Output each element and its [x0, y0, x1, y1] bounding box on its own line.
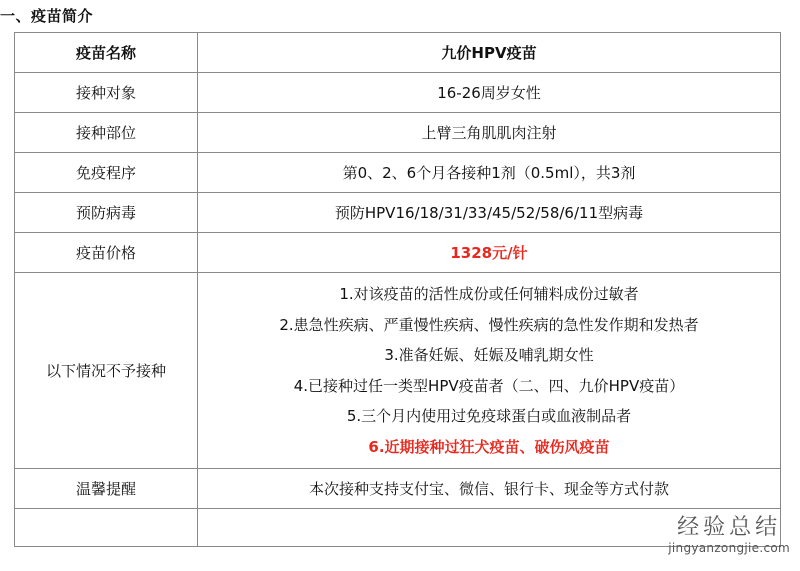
- table-row-empty: [15, 509, 781, 547]
- contraindications-list: [198, 273, 781, 469]
- table-header-row: [15, 33, 781, 73]
- row-value: 本次接种支持支付宝、微信、银行卡、现金等方式付款: [198, 469, 781, 509]
- watermark-title: 经验总结: [677, 515, 782, 540]
- price-value: 1328元/针: [198, 233, 781, 273]
- table-row-tips: [15, 469, 781, 509]
- empty-cell: [15, 509, 198, 547]
- list-item: 1.对该疫苗的活性成份或任何辅料成份过敏者: [339, 285, 639, 303]
- table-row-schedule: [15, 153, 781, 193]
- row-label: 免疫程序: [15, 153, 198, 193]
- contraindications-label: 以下情况不予接种: [15, 273, 198, 469]
- row-value: 第0、2、6个月各接种1剂（0.5ml），共3剂: [198, 153, 781, 193]
- row-label: 接种对象: [15, 73, 198, 113]
- header-label-cell: 疫苗名称: [15, 33, 198, 73]
- table-row-price: [15, 233, 781, 273]
- list-item-highlight: 6.近期接种过狂犬疫苗、破伤风疫苗: [368, 437, 610, 456]
- row-label: 疫苗价格: [15, 233, 198, 273]
- watermark-url: jingyanzongjie.com: [668, 541, 790, 555]
- row-label: 温馨提醒: [15, 469, 198, 509]
- header-value-cell: 九价HPV疫苗: [198, 33, 781, 73]
- row-label: 接种部位: [15, 113, 198, 153]
- vaccine-info-table: [14, 32, 781, 547]
- table-row-prevention: [15, 193, 781, 233]
- row-value: 16-26周岁女性: [198, 73, 781, 113]
- list-item: 5.三个月内使用过免疫球蛋白或血液制品者: [346, 407, 632, 425]
- table-row-contraindications: [15, 273, 781, 469]
- list-item: 3.准备妊娠、妊娠及哺乳期女性: [384, 346, 594, 364]
- row-value: 预防HPV16/18/31/33/45/52/58/6/11型病毒: [198, 193, 781, 233]
- table-row-target: [15, 73, 781, 113]
- section-title: 一、疫苗简介: [0, 7, 94, 25]
- table-row-site: [15, 113, 781, 153]
- row-value: 上臂三角肌肌肉注射: [198, 113, 781, 153]
- watermark: [668, 515, 790, 555]
- list-item: 4.已接种过任一类型HPV疫苗者（二、四、九价HPV疫苗）: [293, 376, 685, 395]
- row-label: 预防病毒: [15, 193, 198, 233]
- list-item: 2.患急性疾病、严重慢性疾病、慢性疾病的急性发作期和发热者: [279, 315, 699, 334]
